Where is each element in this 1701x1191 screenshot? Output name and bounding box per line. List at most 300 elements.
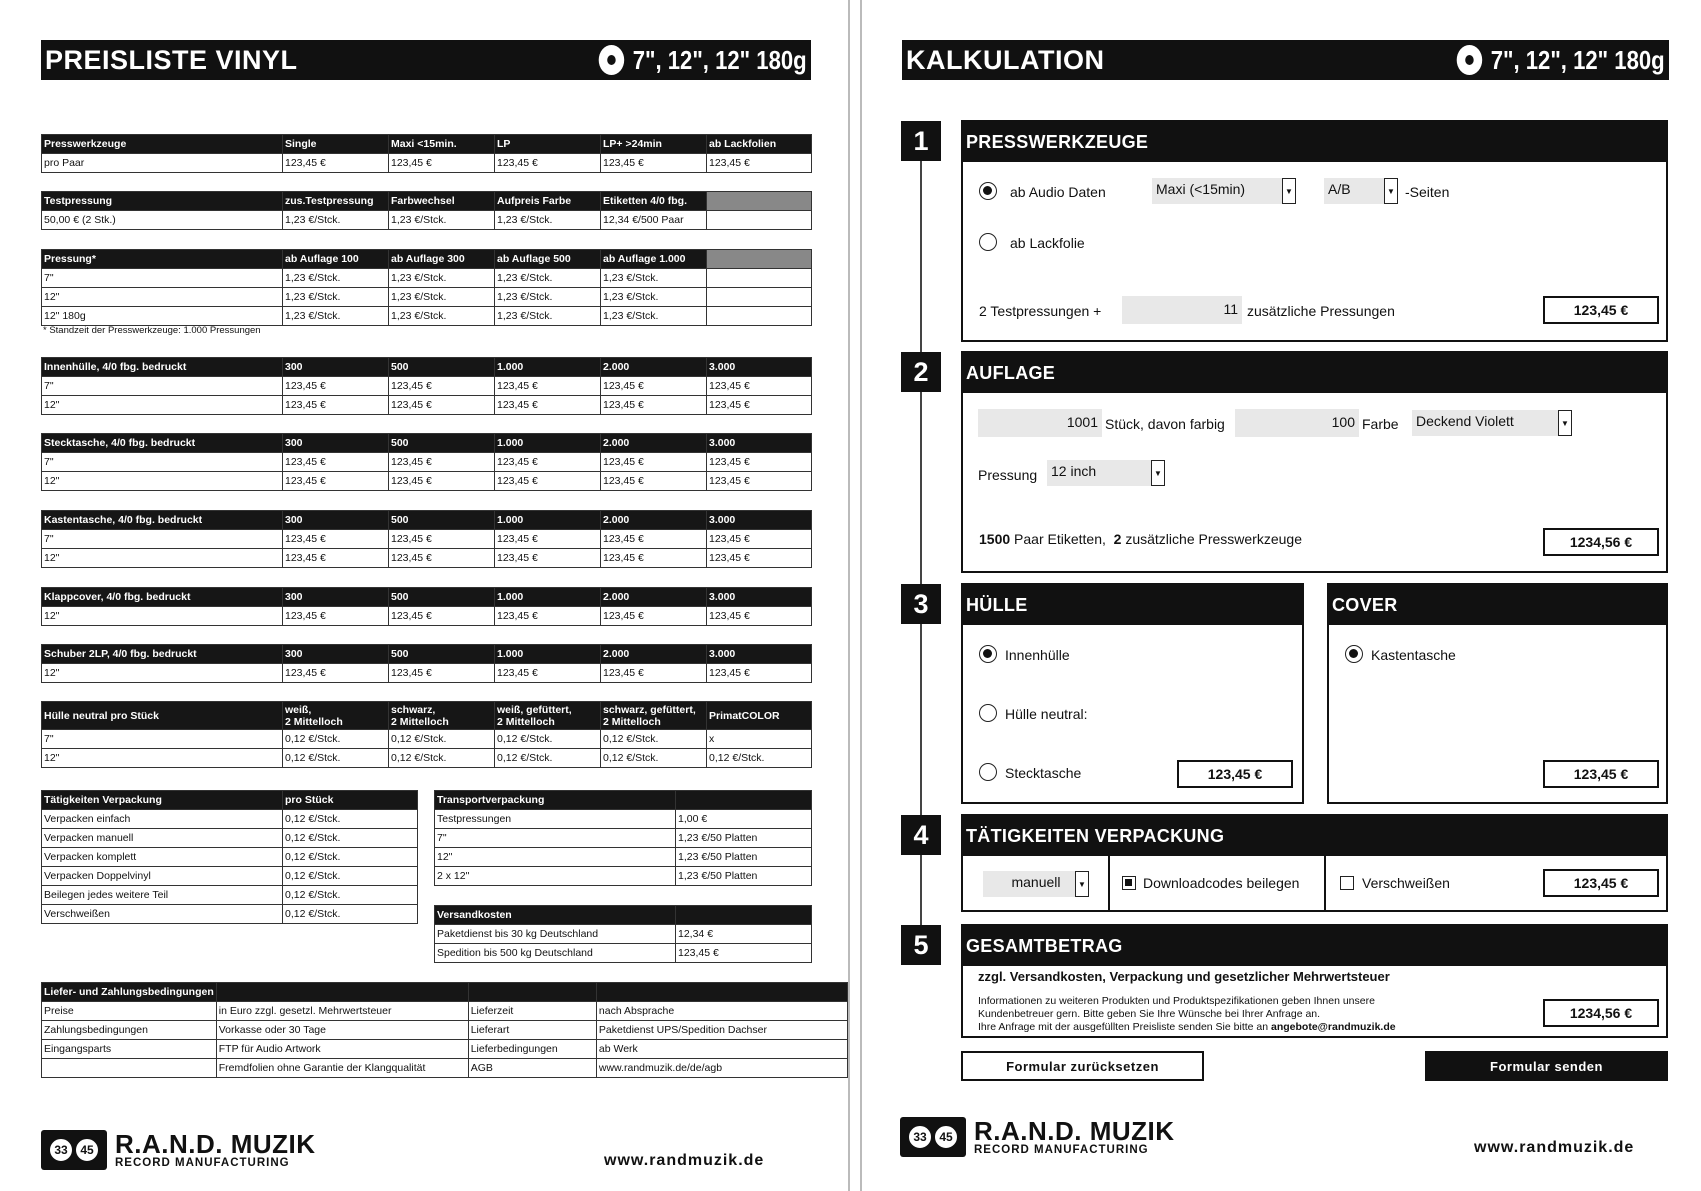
logo-mark: 33 45 (41, 1130, 107, 1170)
table-cell: 123,45 € (389, 396, 495, 415)
table-header-cell: 2.000 (601, 645, 707, 664)
table-header-cell: 3.000 (707, 645, 812, 664)
table-cell: 7" (42, 730, 283, 749)
table-cell: 123,45 € (389, 453, 495, 472)
company-logo (900, 1117, 1175, 1157)
table-cell: in Euro zzgl. gesetzl. Mehrwertsteuer (216, 1002, 468, 1021)
table-cell: 0,12 €/Stck. (283, 810, 418, 829)
table-header-cell: 500 (389, 434, 495, 453)
table-header-cell: Single (283, 135, 389, 154)
table-cell: Paketdienst UPS/Spedition Dachser (596, 1021, 847, 1040)
table-row (42, 269, 812, 288)
total-auflage: 1234,56 € (1543, 528, 1659, 556)
table-header-cell: Innenhülle, 4/0 fbg. bedruckt (42, 358, 283, 377)
radio-stecktasche[interactable] (979, 763, 997, 781)
checkbox-verschweissen[interactable] (1340, 876, 1354, 890)
table-cell: 123,45 € (707, 530, 812, 549)
calculation-header (902, 40, 1669, 80)
table-cell: 12" 180g (42, 307, 283, 326)
table-cell: 123,45 € (707, 664, 812, 683)
table-cell: 1,23 €/Stck. (283, 211, 389, 230)
radio-label: ab Audio Daten (1010, 184, 1106, 200)
extra-label: zusätzliche Pressungen (1247, 303, 1395, 319)
chevron-down-icon: ▼ (1384, 178, 1398, 204)
table-header-cell: Pressung* (42, 250, 283, 269)
table-row (42, 154, 812, 173)
send-button[interactable]: Formular senden (1425, 1051, 1668, 1081)
table-cell: 1,23 €/Stck. (495, 288, 601, 307)
table-header-cell: LP+ >24min (601, 135, 707, 154)
table-header-cell: 1.000 (495, 645, 601, 664)
table-header-cell: weiß, gefüttert, 2 Mittelloch (495, 702, 601, 730)
table-huelle-neutral (41, 701, 812, 768)
table-cell: www.randmuzik.de/de/agb (596, 1059, 847, 1078)
table-transport (434, 790, 812, 886)
table-cell: Paketdienst bis 30 kg Deutschland (435, 925, 676, 944)
table-cell: 123,45 € (601, 530, 707, 549)
extra-pressings-input[interactable]: 11 (1122, 296, 1242, 324)
table-row (42, 848, 418, 867)
table-header-row (435, 791, 812, 810)
table-row (42, 377, 812, 396)
table-header-cell: 1.000 (495, 358, 601, 377)
table-header-cell: 1.000 (495, 588, 601, 607)
table-cell (707, 307, 812, 326)
section-title: PRESSWERKZEUGE (963, 122, 1666, 162)
table-cell: 123,45 € (495, 607, 601, 626)
table-header-cell: Maxi <15min. (389, 135, 495, 154)
divider (1108, 856, 1110, 912)
table-header-cell: PrimatCOLOR (707, 702, 812, 730)
calculation-title: KALKULATION (906, 44, 1105, 75)
table-header-cell (596, 983, 847, 1002)
radio-label: ab Lackfolie (1010, 235, 1085, 251)
table-cell: 7" (435, 829, 676, 848)
table-header-cell: Versandkosten (435, 906, 676, 925)
table-cell: 0,12 €/Stck. (389, 730, 495, 749)
table-cell: 12,34 € (676, 925, 812, 944)
table-cell: 123,45 € (676, 944, 812, 963)
table-row (42, 396, 812, 415)
radio-label: Hülle neutral: (1005, 706, 1088, 722)
table-header-row (42, 588, 812, 607)
table-row (435, 810, 812, 829)
table-header-cell: schwarz, 2 Mittelloch (389, 702, 495, 730)
table-cell: 123,45 € (283, 530, 389, 549)
table-pressung (41, 249, 812, 326)
table-header-cell (676, 791, 812, 810)
website-link[interactable]: www.randmuzik.de (1474, 1139, 1635, 1156)
table-cell: Testpressungen (435, 810, 676, 829)
section-title: COVER (1329, 585, 1666, 625)
table-header-cell (707, 250, 812, 269)
table-cell: 123,45 € (707, 377, 812, 396)
table-cell: 0,12 €/Stck. (283, 867, 418, 886)
table-header-cell: Liefer- und Zahlungsbedingungen (42, 983, 217, 1002)
table-header-cell: Schuber 2LP, 4/0 fbg. bedruckt (42, 645, 283, 664)
table-klappcover (41, 587, 812, 626)
table-cell: 123,45 € (283, 549, 389, 568)
table-header-cell: 2.000 (601, 358, 707, 377)
table-cell (42, 1059, 217, 1078)
table-header-cell: ab Auflage 300 (389, 250, 495, 269)
table-cell: 0,12 €/Stck. (601, 730, 707, 749)
table-testpressung (41, 191, 812, 230)
table-row (42, 867, 418, 886)
table-cell: 0,12 €/Stck. (283, 905, 418, 924)
table-cell: 123,45 € (495, 154, 601, 173)
table-innenhuelle (41, 357, 812, 415)
table-cell: 123,45 € (601, 396, 707, 415)
test-label: 2 Testpressungen + (979, 303, 1102, 319)
table-cell: 1,23 €/50 Platten (676, 867, 812, 886)
table-cell: 7" (42, 530, 283, 549)
table-cell: 1,23 €/Stck. (601, 307, 707, 326)
table-header-cell: 500 (389, 358, 495, 377)
table-header-row (42, 645, 812, 664)
table-row (42, 1002, 848, 1021)
etiketten-summary: 1500 Paar Etiketten, 2 zusätzliche Presswerkzeuge (979, 531, 1302, 547)
email-link[interactable]: angebote@randmuzik.de (1271, 1021, 1396, 1033)
table-cell (707, 269, 812, 288)
table-cell: 1,23 €/50 Platten (676, 829, 812, 848)
logo-subtitle: RECORD MANUFACTURING (115, 1157, 290, 1169)
table-cell: 123,45 € (389, 472, 495, 491)
table-cell: 0,12 €/Stck. (707, 749, 812, 768)
table-cell: 123,45 € (495, 664, 601, 683)
table-cell: 1,23 €/Stck. (495, 307, 601, 326)
table-cell: 12" (42, 396, 283, 415)
table-cell: 1,23 €/Stck. (283, 269, 389, 288)
table-cell: 123,45 € (389, 607, 495, 626)
table-cell: Fremdfolien ohne Garantie der Klangqualität (216, 1059, 468, 1078)
table-header-cell: 300 (283, 511, 389, 530)
table-cell: 123,45 € (283, 377, 389, 396)
side-suffix: -Seiten (1405, 184, 1450, 200)
table-header-cell: 2.000 (601, 588, 707, 607)
table-row (42, 749, 812, 768)
table-cell: Verpacken manuell (42, 829, 283, 848)
table-cell: Verpacken komplett (42, 848, 283, 867)
radio-lackfolie[interactable] (979, 233, 997, 251)
table-cell: 123,45 € (495, 530, 601, 549)
table-cell: 123,45 € (283, 396, 389, 415)
checkbox-downloadcodes[interactable] (1122, 876, 1136, 890)
company-logo (41, 1130, 316, 1170)
table-cell: 7" (42, 453, 283, 472)
table-cell: 123,45 € (389, 530, 495, 549)
table-header-cell: Etiketten 4/0 fbg. (601, 192, 707, 211)
radio-kastentasche[interactable] (1345, 645, 1363, 663)
price-list-title: PREISLISTE VINYL (45, 44, 298, 75)
table-header-cell: Kastentasche, 4/0 fbg. bedruckt (42, 511, 283, 530)
table-cell: 123,45 € (601, 607, 707, 626)
table-cell: Lieferart (468, 1021, 596, 1040)
checkbox-label: Downloadcodes beilegen (1143, 875, 1300, 891)
section-title: TÄTIGKEITEN VERPACKUNG (963, 816, 1666, 856)
reset-button[interactable]: Formular zurücksetzen (961, 1051, 1204, 1081)
table-header-cell: 300 (283, 434, 389, 453)
step-number-1: 1 (901, 121, 941, 161)
section-title: GESAMTBETRAG (963, 926, 1666, 966)
table-cell: 0,12 €/Stck. (283, 730, 389, 749)
table-header-row (42, 250, 812, 269)
radio-label: Stecktasche (1005, 765, 1082, 781)
logo-mark: 33 45 (900, 1117, 966, 1157)
table-header-cell: ab Auflage 500 (495, 250, 601, 269)
table-cell: 123,45 € (389, 664, 495, 683)
table-cell: 0,12 €/Stck. (283, 829, 418, 848)
section-title: AUFLAGE (963, 353, 1666, 393)
table-cell: Vorkasse oder 30 Tage (216, 1021, 468, 1040)
color-select[interactable]: Deckend Violett ▼ (1412, 410, 1572, 436)
total-verpackung: 123,45 € (1543, 869, 1659, 897)
table-header-row (42, 135, 812, 154)
table-header-row (42, 434, 812, 453)
pressung-select[interactable]: 12 inch ▼ (1047, 460, 1165, 486)
table-header-cell: Klappcover, 4/0 fbg. bedruckt (42, 588, 283, 607)
table-row (42, 1040, 848, 1059)
table-header-cell: schwarz, gefüttert, 2 Mittelloch (601, 702, 707, 730)
table-kastentasche (41, 510, 812, 568)
table-presswerkzeuge (41, 134, 812, 173)
table-cell: pro Paar (42, 154, 283, 173)
table-header-row (42, 702, 812, 730)
section-verpackung (961, 814, 1668, 912)
table-cell: 2 x 12" (435, 867, 676, 886)
colored-input[interactable]: 100 (1235, 409, 1359, 437)
table-cell: 1,23 €/Stck. (283, 288, 389, 307)
table-header-cell: 300 (283, 588, 389, 607)
table-verpackung (41, 790, 418, 924)
table-cell: 7" (42, 377, 283, 396)
table-row (42, 1059, 848, 1078)
table-cell: 123,45 € (283, 607, 389, 626)
table-cell (707, 288, 812, 307)
radio-huelle-neutral[interactable] (979, 704, 997, 722)
table-header-row (42, 791, 418, 810)
step-number-5: 5 (901, 925, 941, 965)
table-header-cell (707, 192, 812, 211)
table-header-cell: 3.000 (707, 434, 812, 453)
table-row (435, 829, 812, 848)
quantity-label: Stück, davon farbig (1105, 416, 1225, 432)
table-cell: Verpacken einfach (42, 810, 283, 829)
total-gesamt: 1234,56 € (1543, 999, 1659, 1027)
table-cell: 123,45 € (601, 377, 707, 396)
table-cell: 123,45 € (495, 396, 601, 415)
table-cell: 123,45 € (707, 154, 812, 173)
table-cell: 123,45 € (389, 154, 495, 173)
table-header-cell: zus.Testpressung (283, 192, 389, 211)
table-cell: 1,23 €/Stck. (495, 269, 601, 288)
table-cell: 12" (42, 549, 283, 568)
table-row (42, 453, 812, 472)
table-cell: Spedition bis 500 kg Deutschland (435, 944, 676, 963)
step-number-2: 2 (901, 352, 941, 392)
side-select[interactable]: A/B ▼ (1324, 178, 1398, 204)
packing-select[interactable]: manuell ▼ (983, 871, 1089, 897)
table-cell: 123,45 € (707, 607, 812, 626)
color-label: Farbe (1362, 416, 1399, 432)
chevron-down-icon: ▼ (1151, 460, 1165, 486)
table-cell: 0,12 €/Stck. (283, 749, 389, 768)
table-cell: Verschweißen (42, 905, 283, 924)
table-row (42, 905, 418, 924)
checkbox-label: Verschweißen (1362, 875, 1450, 891)
table-cell: 1,23 €/Stck. (389, 211, 495, 230)
table-cell: 123,45 € (601, 664, 707, 683)
table-header-cell: Presswerkzeuge (42, 135, 283, 154)
table-cell: Verpacken Doppelvinyl (42, 867, 283, 886)
price-list-sheet (0, 0, 850, 1191)
table-row (42, 530, 812, 549)
step-number-4: 4 (901, 815, 941, 855)
table-cell: 123,45 € (495, 453, 601, 472)
logo-subtitle: RECORD MANUFACTURING (974, 1144, 1149, 1156)
divider (1324, 856, 1326, 912)
record-icon (1457, 45, 1483, 75)
table-header-cell: ab Auflage 1.000 (601, 250, 707, 269)
table-header-cell: 500 (389, 588, 495, 607)
table-cell: 123,45 € (283, 453, 389, 472)
table-cell: 123,45 € (707, 472, 812, 491)
logo-name: R.A.N.D. MUZIK (974, 1116, 1175, 1146)
table-cell: 12" (42, 288, 283, 307)
table-row (42, 1021, 848, 1040)
logo-name: R.A.N.D. MUZIK (115, 1129, 316, 1159)
table-header-row (435, 906, 812, 925)
website-link[interactable]: www.randmuzik.de (604, 1152, 765, 1169)
table-cell: Eingangsparts (42, 1040, 217, 1059)
table-cell: FTP für Audio Artwork (216, 1040, 468, 1059)
format-label: 7", 12", 12" 180g (599, 45, 807, 76)
table-row (42, 307, 812, 326)
quantity-input[interactable]: 1001 (978, 409, 1102, 437)
radio-audio-daten[interactable] (979, 182, 997, 200)
table-row (435, 925, 812, 944)
table-cell: ab Werk (596, 1040, 847, 1059)
table-cell: 123,45 € (601, 154, 707, 173)
table-header-cell: 2.000 (601, 434, 707, 453)
table-header-cell: LP (495, 135, 601, 154)
table-bedingungen (41, 982, 848, 1078)
table-header-cell: Hülle neutral pro Stück (42, 702, 283, 730)
table-header-cell: 1.000 (495, 434, 601, 453)
table-header-cell: ab Lackfolien (707, 135, 812, 154)
radio-label: Kastentasche (1371, 647, 1456, 663)
section-title: HÜLLE (963, 585, 1302, 625)
table-row (42, 472, 812, 491)
table-cell: x (707, 730, 812, 749)
table-header-row (42, 511, 812, 530)
table-row (435, 848, 812, 867)
table-header-cell: Tätigkeiten Verpackung (42, 791, 283, 810)
total-huelle: 123,45 € (1177, 760, 1293, 788)
table-header-cell: Stecktasche, 4/0 fbg. bedruckt (42, 434, 283, 453)
table-cell: 1,23 €/Stck. (389, 269, 495, 288)
table-row (42, 886, 418, 905)
radio-innenhuelle[interactable] (979, 645, 997, 663)
table-cell: 123,45 € (495, 472, 601, 491)
table-header-cell: 500 (389, 511, 495, 530)
table-cell: 0,12 €/Stck. (495, 749, 601, 768)
table-cell: 7" (42, 269, 283, 288)
table-row (435, 944, 812, 963)
gesamt-subtitle: zzgl. Versandkosten, Verpackung und gesetzlicher Mehrwertsteuer (978, 969, 1390, 984)
chevron-down-icon: ▼ (1075, 871, 1089, 897)
table-row (42, 549, 812, 568)
table-cell: 123,45 € (601, 549, 707, 568)
table-header-cell: ab Auflage 100 (283, 250, 389, 269)
table-header-row (42, 358, 812, 377)
table-cell: Lieferzeit (468, 1002, 596, 1021)
table-cell: 12,34 €/500 Paar (601, 211, 707, 230)
table-header-cell: 3.000 (707, 511, 812, 530)
table-cell: 12" (42, 607, 283, 626)
table-cell: AGB (468, 1059, 596, 1078)
table-row (42, 607, 812, 626)
table-header-cell: 3.000 (707, 358, 812, 377)
table-header-cell: Transportverpackung (435, 791, 676, 810)
table-cell: Preise (42, 1002, 217, 1021)
table-cell: Zahlungsbedingungen (42, 1021, 217, 1040)
table-row (42, 810, 418, 829)
table-row (42, 211, 812, 230)
table-cell: 123,45 € (601, 472, 707, 491)
table-cell: Lieferbedingungen (468, 1040, 596, 1059)
table-cell: 1,23 €/Stck. (601, 288, 707, 307)
table-cell: 123,45 € (495, 549, 601, 568)
table-row (435, 867, 812, 886)
table-cell: 0,12 €/Stck. (283, 886, 418, 905)
table-cell: 1,23 €/Stck. (601, 269, 707, 288)
table-row (42, 288, 812, 307)
table-header-cell: 300 (283, 358, 389, 377)
table-cell: 123,45 € (389, 377, 495, 396)
table-header-cell (216, 983, 468, 1002)
table-cell: 123,45 € (707, 453, 812, 472)
table-header-cell: 500 (389, 645, 495, 664)
table-header-row (42, 983, 848, 1002)
table-cell: 123,45 € (283, 154, 389, 173)
table-cell: 1,23 €/Stck. (389, 307, 495, 326)
record-icon (599, 45, 625, 75)
table-header-cell (676, 906, 812, 925)
table-cell: 0,12 €/Stck. (389, 749, 495, 768)
format-label: 7", 12", 12" 180g (1457, 45, 1665, 76)
chevron-down-icon: ▼ (1558, 410, 1572, 436)
table-cell: nach Absprache (596, 1002, 847, 1021)
gesamt-info: Informationen zu weiteren Produkten und Produktspezifikationen geben Ihnen unsere Kundenbetreuer gern. Bitte geben Sie Ihre Wünsche bei Ihrer Anfrage an. Ihre Anfrage mit der ausgefüllten Preisliste senden Sie bitte an angebote@randmuzik.de (978, 995, 1396, 1033)
table-cell: 123,45 € (283, 664, 389, 683)
step-number-3: 3 (901, 584, 941, 624)
table-header-cell (468, 983, 596, 1002)
table-cell: 50,00 € (2 Stk.) (42, 211, 283, 230)
table-cell: 0,12 €/Stck. (283, 848, 418, 867)
table-stecktasche (41, 433, 812, 491)
table-cell: 0,12 €/Stck. (495, 730, 601, 749)
length-select[interactable]: Maxi (<15min) ▼ (1152, 178, 1296, 204)
total-cover: 123,45 € (1543, 760, 1659, 788)
table-cell: Beilegen jedes weitere Teil (42, 886, 283, 905)
radio-label: Innenhülle (1005, 647, 1070, 663)
table-cell: 1,23 €/Stck. (283, 307, 389, 326)
table-cell: 12" (42, 664, 283, 683)
table-header-cell: 1.000 (495, 511, 601, 530)
table-header-cell: 3.000 (707, 588, 812, 607)
table-cell (707, 211, 812, 230)
